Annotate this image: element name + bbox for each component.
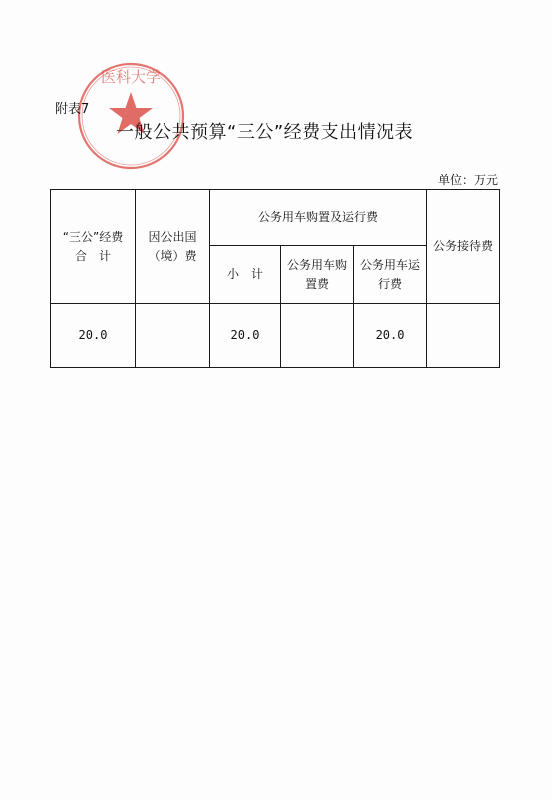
three-public-expenses-table: [50, 189, 500, 368]
header-vehicle-operation: 公务用车运 行费: [354, 246, 427, 304]
cell-vehicle-purchase: [281, 304, 354, 368]
cell-abroad: [136, 304, 210, 368]
cell-total: 20.0: [51, 304, 136, 368]
header-subtotal: 小 计: [210, 246, 281, 304]
header-total: “三公”经费 合 计: [51, 190, 136, 304]
university-seal: [73, 58, 189, 174]
cell-vehicle-operation: 20.0: [354, 304, 427, 368]
header-vehicle-purchase: 公务用车购 置费: [281, 246, 354, 304]
cell-subtotal: 20.0: [210, 304, 281, 368]
header-reception: 公务接待费: [427, 190, 500, 304]
svg-text:医科大学: 医科大学: [100, 68, 162, 86]
header-vehicle-group: 公务用车购置及运行费: [210, 190, 427, 246]
header-abroad: 因公出国 （境）费: [136, 190, 210, 304]
page-title: 一般公共预算“三公”经费支出情况表: [116, 122, 414, 143]
unit-label: 单位：万元: [437, 173, 498, 187]
annex-label: 附表7: [55, 102, 90, 117]
table-row: [51, 304, 500, 368]
cell-reception: [427, 304, 500, 368]
